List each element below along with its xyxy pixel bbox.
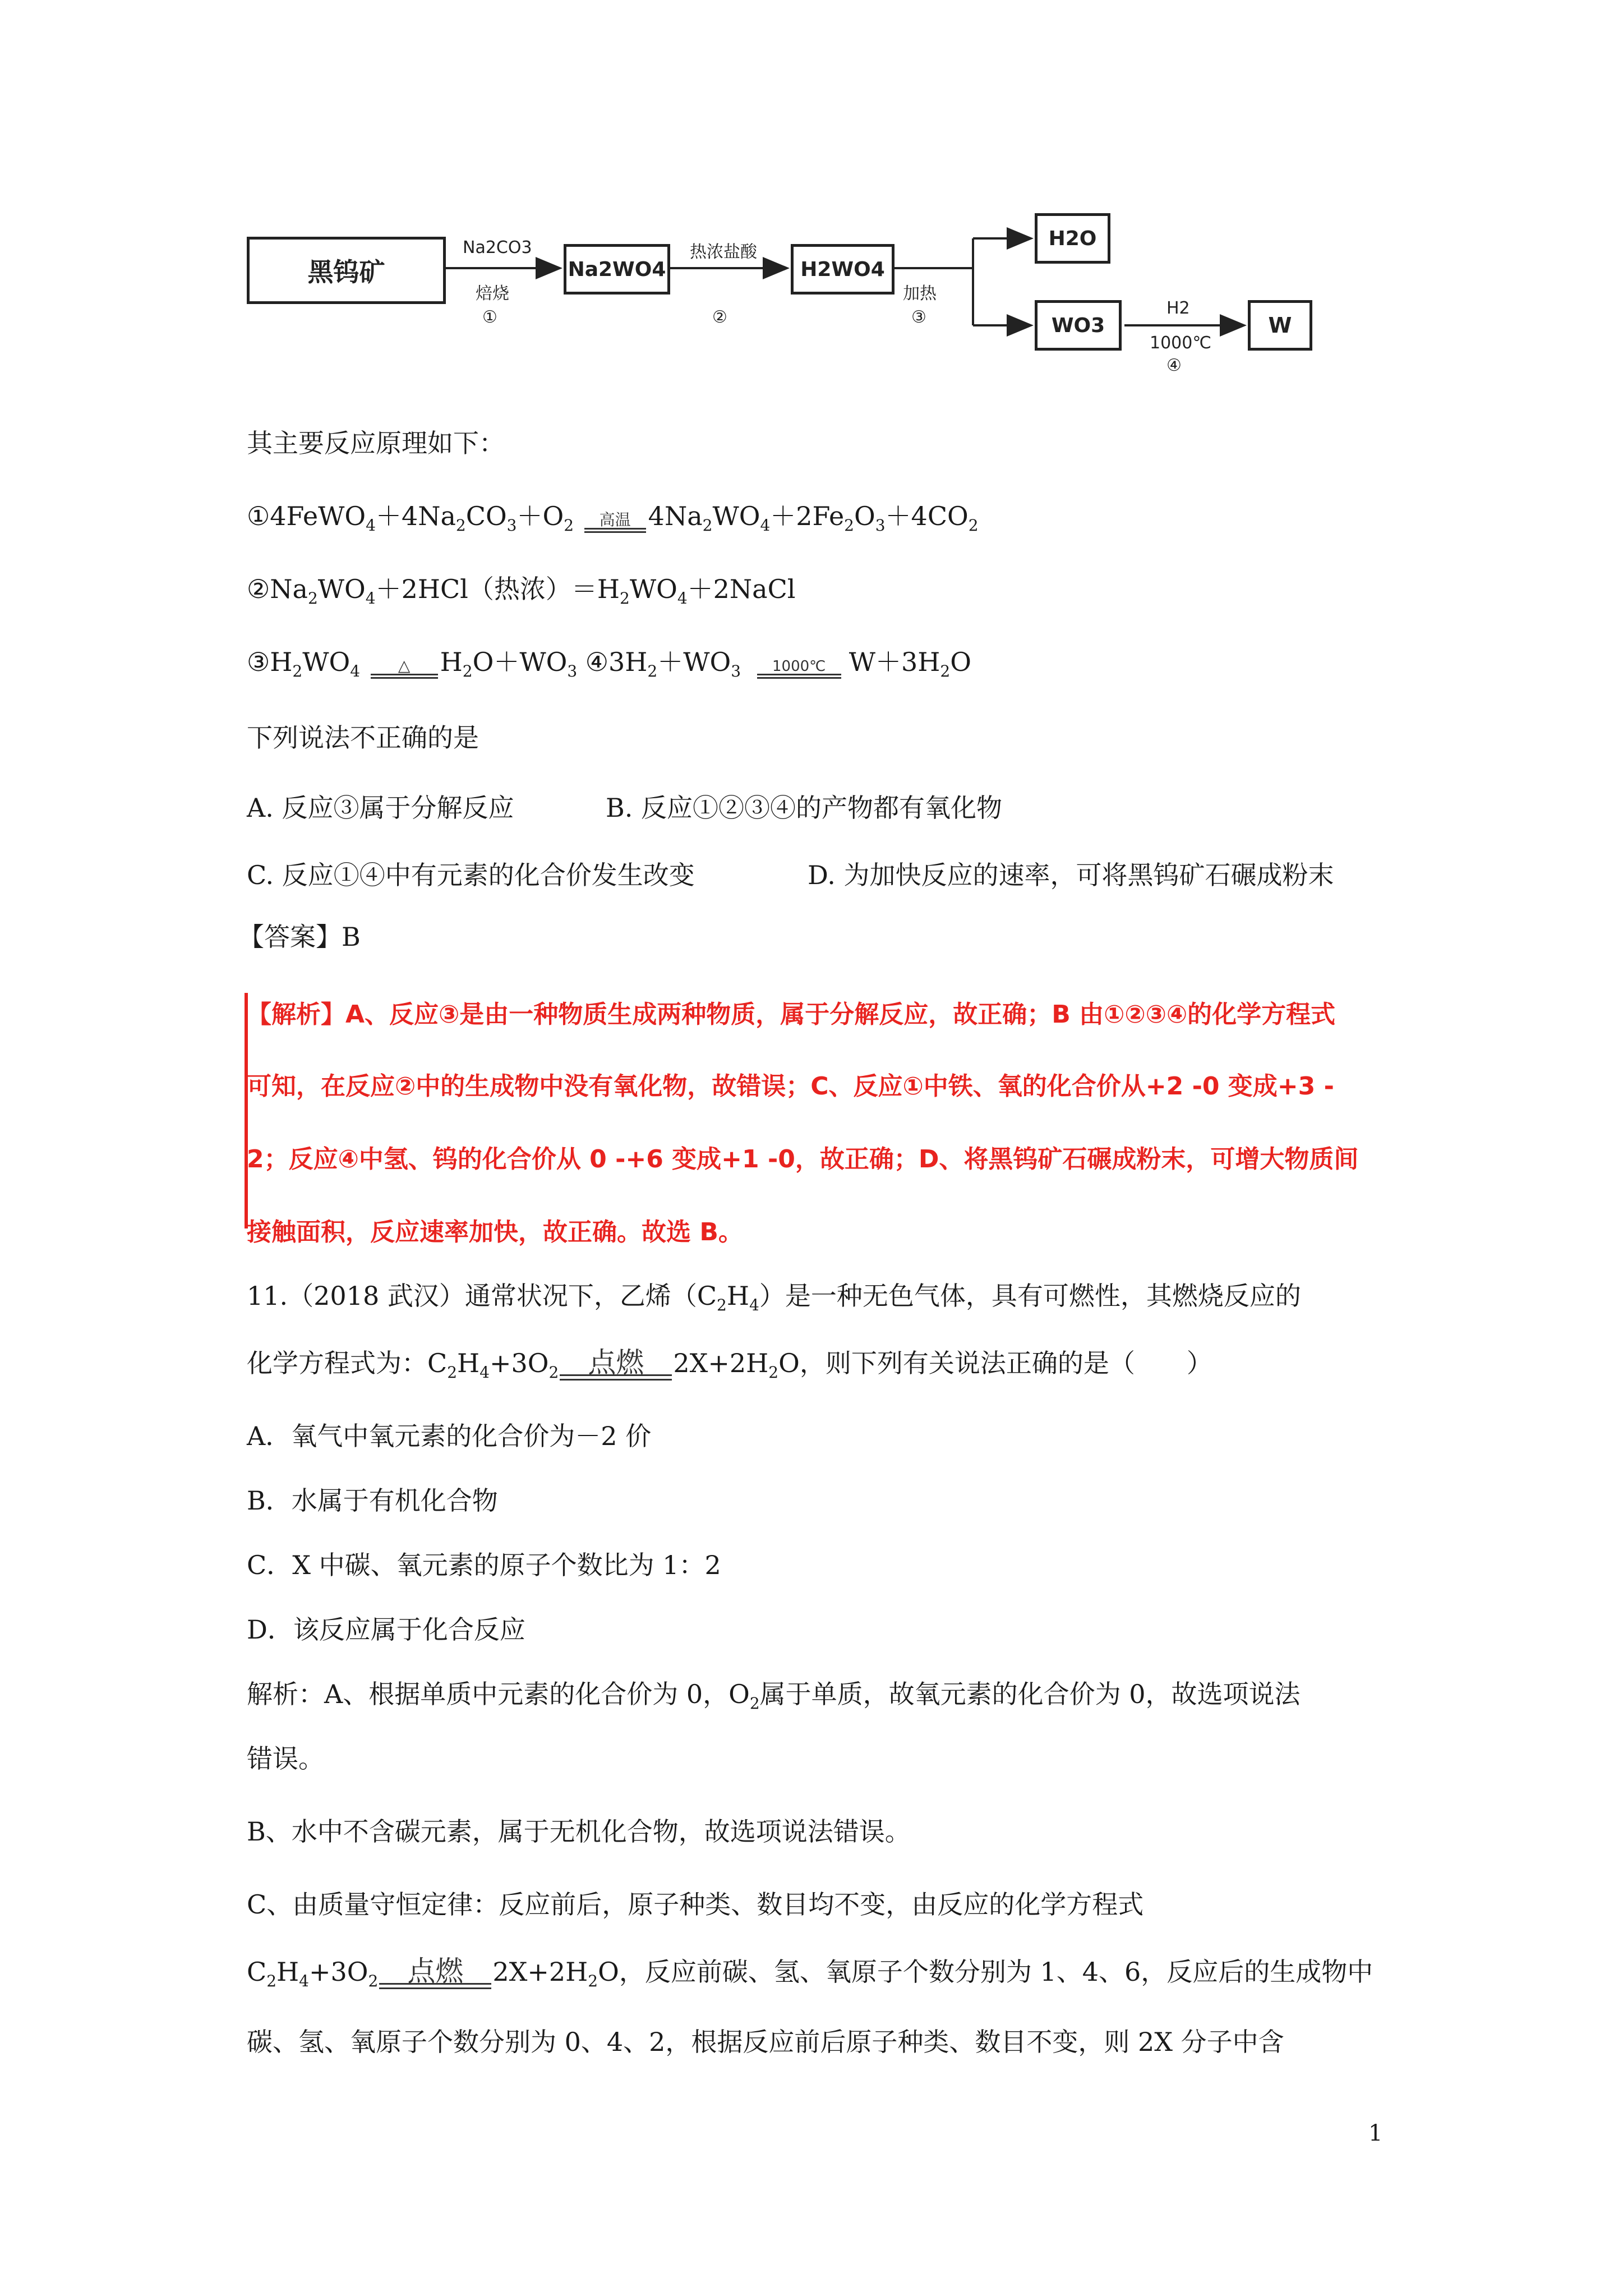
q11-solution-line-4: C、由质量守恒定律：反应前后，原子种类、数目均不变，由反应的化学方程式 [247, 1889, 1144, 1920]
reaction-condition: 高温 [584, 512, 646, 533]
box-black-tungsten-ore: 黑钨矿 [247, 237, 446, 304]
q11-option-c: C．X 中碳、氧元素的原子个数比为 1：2 [247, 1550, 721, 1580]
option-c: C. 反应①④中有元素的化合价发生改变 [247, 860, 695, 890]
equation-number: ① [247, 501, 270, 531]
q11-solution-line-6: 碳、氢、氧原子个数分别为 0、4、2，根据反应前后原子种类、数目不变，则 2X 分子中含 [247, 2027, 1284, 2057]
q11-solution-line-5: $C_2H_4+3O_2$ 点燃 $2X+2H_2O$，反应前碳、氢、氧原子个数分别为 1、4、6，反应后的生成物中 [247, 1955, 1373, 1990]
reaction-condition: 点燃 [379, 1957, 491, 1989]
question-11-line-1: 11.（2018 武汉）通常状况下，乙烯$(C_2H_4)$是一种无色气体，具有可燃性，其燃烧反应的 [247, 1281, 1301, 1314]
box-w: W [1248, 300, 1312, 351]
q11-option-a: A．氧气中氧元素的化合价为－2 价 [247, 1421, 652, 1451]
q11-solution-line-3: B、水中不含碳元素，属于无机化合物，故选项说法错误。 [247, 1816, 911, 1847]
analysis-line-4: 接触面积，反应速率加快，故正确。故选 B。 [247, 1218, 743, 1246]
option-d: D. 为加快反应的速率，可将黑钨矿石碾成粉末 [808, 860, 1334, 890]
arrow2-reagent: 热浓盐酸 [690, 242, 757, 262]
q11-solution-line-1: 解析：A、根据单质中元素的化合价为 0，$O_2$属于单质，故氧元素的化合价为 0，故选项说法 [247, 1679, 1301, 1713]
arrow3-condition: 加热 [903, 284, 937, 303]
arrow1-condition: 焙烧 [476, 284, 509, 303]
page-number: 1 [1368, 2120, 1383, 2146]
option-b: B. 反应①②③④的产物都有氧化物 [606, 793, 1003, 823]
arrow1-number: ① [482, 307, 497, 327]
box-na2wo4: Na2WO4 [564, 244, 670, 295]
reaction-condition: 1000℃ [757, 659, 841, 679]
answer: 【答案】B [238, 922, 361, 952]
arrow4-condition: 1000℃ [1150, 333, 1212, 353]
analysis-line-3: 2；反应④中氢、钨的化合价从 0 -+6 变成+1 -0，故正确；D、将黑钨矿石碾成粉末，可增大物质间 [247, 1145, 1359, 1174]
box-h2wo4: H2WO4 [791, 244, 895, 295]
reaction-condition: △ [371, 658, 438, 679]
arrow4-reagent: H2 [1166, 298, 1190, 318]
arrow3-number: ③ [911, 307, 926, 327]
process-flow-diagram [247, 213, 1368, 393]
question-11-line-2: 化学方程式为：$C_2H_4+3O_2$ 点燃 $2X+2H_2O$，则下列有关说法正确的是（ ） [247, 1346, 1212, 1382]
box-h2o: H2O [1035, 213, 1110, 264]
intro-text: 其主要反应原理如下： [247, 428, 505, 458]
q11-option-b: B．水属于有机化合物 [247, 1485, 498, 1516]
option-a: A. 反应③属于分解反应 [247, 793, 514, 823]
q11-option-d: D．该反应属于化合反应 [247, 1614, 525, 1645]
question-10-prompt: 下列说法不正确的是 [247, 723, 479, 753]
reaction-condition: 点燃 [560, 1349, 672, 1381]
analysis-line-1: 【解析】A、反应③是由一种物质生成两种物质，属于分解反应，故正确；B 由①②③④的化学方程式 [247, 1000, 1336, 1029]
arrow2-number: ② [712, 307, 727, 327]
arrow4-number: ④ [1166, 356, 1182, 375]
box-wo3: WO3 [1035, 300, 1122, 351]
equation-3-and-4: $③H_2WO_4$ △ $H_2O+WO_3$ $④3H_2+WO_3$ 1000℃ $W+3H_2O$ [247, 647, 971, 680]
q11-solution-line-2: 错误。 [247, 1743, 324, 1774]
arrow1-reagent: Na2CO3 [463, 238, 532, 257]
analysis-line-2: 可知，在反应②中的生成物中没有氧化物，故错误；C、反应①中铁、氧的化合价从+2 -0 变成+3 - [247, 1072, 1334, 1101]
equation-2: $②Na_2WO_4+2HCl$（热浓）$=H_2WO_4+2NaCl$ [247, 574, 796, 608]
equation-1: $①4FeWO_4+4Na_2CO_3+O_2$ 高温 $4Na_2WO_4+2Fe_2O_3+4CO_2$ [247, 501, 979, 535]
